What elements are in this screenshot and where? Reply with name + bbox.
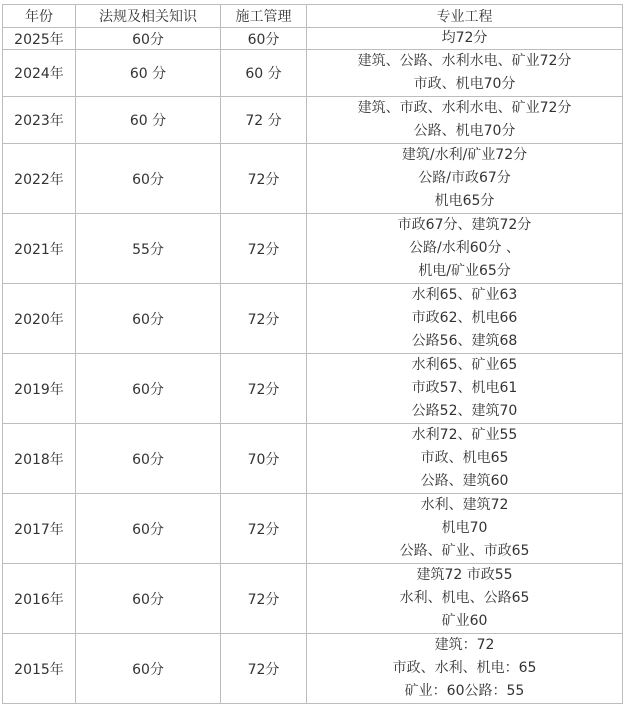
professional-score-line: 公路52、建筑70	[411, 403, 518, 419]
professional-score-line: 公路、建筑60	[420, 473, 509, 489]
cell-law-score: 60 分	[76, 50, 221, 97]
cell-management-score: 72分	[221, 354, 307, 424]
professional-score-line: 机电/矿业65分	[418, 263, 511, 279]
professional-score-line: 建筑、市政、水利水电、矿业72分	[357, 100, 572, 116]
cell-management-score: 72分	[221, 494, 307, 564]
cell-law-score: 60分	[76, 354, 221, 424]
cell-professional-scores	[307, 97, 623, 144]
professional-score-line: 公路/市政67分	[418, 170, 511, 186]
professional-score-line: 市政67分、建筑72分	[397, 217, 532, 233]
cell-law-score: 60分	[76, 28, 221, 50]
cell-management-score: 72 分	[221, 97, 307, 144]
cell-management-score: 72分	[221, 214, 307, 284]
cell-management-score: 72分	[221, 564, 307, 634]
cell-professional-scores	[307, 214, 623, 284]
cell-professional-scores	[307, 50, 623, 97]
cell-professional-scores	[307, 634, 623, 704]
professional-score-line: 水利、建筑72	[420, 497, 509, 513]
cell-law-score: 60分	[76, 494, 221, 564]
table-row	[3, 50, 623, 97]
cell-year: 2023年	[3, 97, 76, 144]
cell-management-score: 60分	[221, 28, 307, 50]
header-row	[3, 5, 623, 28]
cell-law-score: 55分	[76, 214, 221, 284]
professional-score-line: 水利、机电、公路65	[399, 590, 530, 606]
table-row	[3, 424, 623, 494]
table-row	[3, 144, 623, 214]
cell-year: 2019年	[3, 354, 76, 424]
cell-management-score: 60 分	[221, 50, 307, 97]
cell-year: 2018年	[3, 424, 76, 494]
cell-year: 2016年	[3, 564, 76, 634]
professional-score-line: 矿业60	[441, 613, 488, 629]
professional-score-line: 均72分	[441, 30, 488, 46]
header-year: 年份	[3, 5, 76, 28]
professional-score-line: 市政62、机电66	[411, 310, 518, 326]
professional-score-line: 机电65分	[434, 193, 495, 209]
table-row	[3, 634, 623, 704]
cell-year: 2015年	[3, 634, 76, 704]
cell-professional-scores	[307, 564, 623, 634]
cell-law-score: 60 分	[76, 97, 221, 144]
cell-professional-scores	[307, 28, 623, 50]
professional-score-line: 公路、机电70分	[413, 123, 516, 139]
professional-score-line: 建筑/水利/矿业72分	[401, 147, 528, 163]
professional-score-line: 市政、水利、机电：65	[392, 660, 537, 676]
table-row	[3, 28, 623, 50]
cell-year: 2022年	[3, 144, 76, 214]
professional-score-line: 市政、机电70分	[413, 76, 516, 92]
cell-year: 2021年	[3, 214, 76, 284]
header-professional: 专业工程	[307, 5, 623, 28]
professional-score-line: 建筑：72	[434, 637, 495, 653]
cell-professional-scores	[307, 424, 623, 494]
cell-law-score: 60分	[76, 424, 221, 494]
professional-score-line: 建筑72 市政55	[416, 567, 513, 583]
cell-year: 2017年	[3, 494, 76, 564]
table-row	[3, 97, 623, 144]
cell-management-score: 72分	[221, 144, 307, 214]
cell-year: 2025年	[3, 28, 76, 50]
table-row	[3, 494, 623, 564]
cell-professional-scores	[307, 284, 623, 354]
professional-score-line: 矿业：60公路：55	[404, 683, 525, 699]
cell-professional-scores	[307, 494, 623, 564]
table-row	[3, 214, 623, 284]
header-management: 施工管理	[221, 5, 307, 28]
score-table	[2, 4, 623, 704]
cell-management-score: 72分	[221, 634, 307, 704]
professional-score-line: 水利65、矿业65	[411, 357, 518, 373]
cell-year: 2024年	[3, 50, 76, 97]
cell-law-score: 60分	[76, 564, 221, 634]
professional-score-line: 公路/水利60分 、	[409, 240, 520, 256]
professional-score-line: 市政、机电65	[420, 450, 509, 466]
cell-professional-scores	[307, 144, 623, 214]
header-law: 法规及相关知识	[76, 5, 221, 28]
professional-score-line: 公路56、建筑68	[411, 333, 518, 349]
cell-management-score: 72分	[221, 284, 307, 354]
table-row	[3, 564, 623, 634]
professional-score-line: 建筑、公路、水利水电、矿业72分	[357, 53, 572, 69]
professional-score-line: 水利72、矿业55	[411, 427, 518, 443]
professional-score-line: 公路、矿业、市政65	[399, 543, 530, 559]
cell-year: 2020年	[3, 284, 76, 354]
professional-score-line: 市政57、机电61	[411, 380, 518, 396]
cell-professional-scores	[307, 354, 623, 424]
cell-law-score: 60分	[76, 634, 221, 704]
professional-score-line: 机电70	[441, 520, 488, 536]
professional-score-line: 水利65、矿业63	[411, 287, 518, 303]
table-row	[3, 284, 623, 354]
cell-law-score: 60分	[76, 144, 221, 214]
cell-law-score: 60分	[76, 284, 221, 354]
cell-management-score: 70分	[221, 424, 307, 494]
table-row	[3, 354, 623, 424]
